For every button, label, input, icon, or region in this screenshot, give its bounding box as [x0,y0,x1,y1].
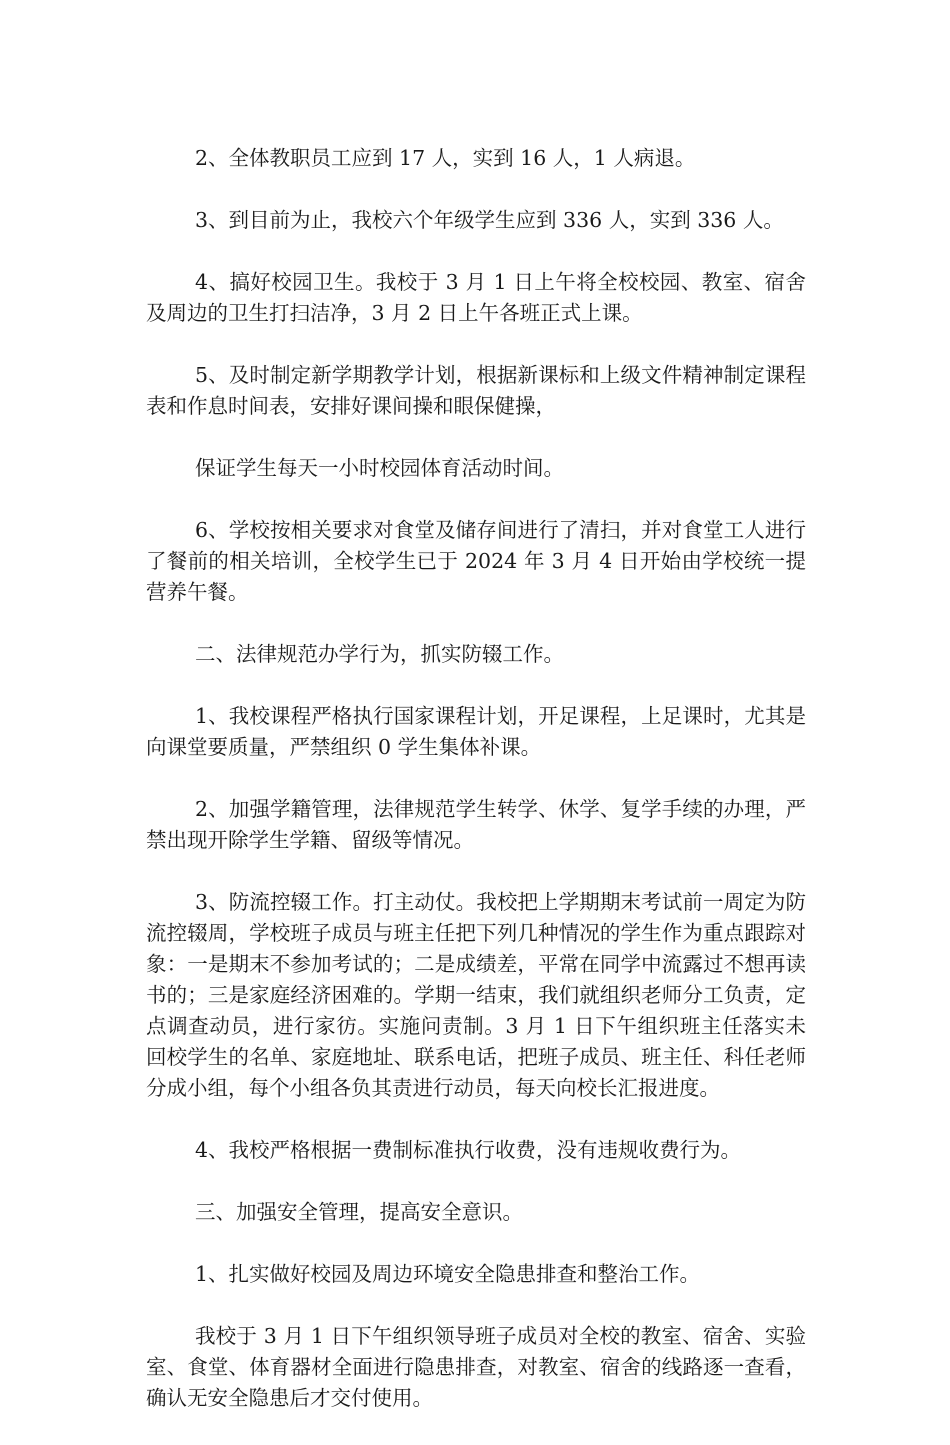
paragraph-safety-inspection: 1、扎实做好校园及周边环境安全隐患排查和整治工作。 [195,1262,701,1286]
paragraph-campus-hygiene: 4、搞好校园卫生。我校于 3 月 1 日上午将全校校园、教室、宿舍及周边的卫生打扫洁净，3 月 2 日上午各班正式上课。 [146,270,806,325]
paragraph-canteen: 6、学校按相关要求对食堂及储存间进行了清扫，并对食堂工人进行了餐前的相关培训，全校学生已于 2024 年 3 月 4 日开始由学校统一提营养午餐。 [146,518,806,604]
paragraph-pe-time: 保证学生每天一小时校园体育活动时间。 [195,456,564,480]
paragraph-staff-attendance: 2、全体教职员工应到 17 人，实到 16 人，1 人病退。 [195,146,696,170]
section-heading-3: 三、加强安全管理，提高安全意识。 [195,1200,523,1224]
paragraph-teaching-plan: 5、及时制定新学期教学计划，根据新课标和上级文件精神制定课程表和作息时间表，安排好课间操和眼保健操， [146,363,806,418]
paragraph-dropout-control: 3、防流控辍工作。打主动仗。我校把上学期期末考试前一周定为防流控辍周，学校班子成员与班主任把下列几种情况的学生作为重点跟踪对象：一是期末不参加考试的；二是成绩差，平常在同学中流露过不想再读书的；三是家庭经济困难的。学期一结束，我们就组织老师分工负责，定点调查动员，进行家彷。实施问责制。3 月 1 日下午组织班主任落实未回校学生的名单、家庭地址、联系电话，把班子成员、班主任、科任老师分成小组，每个小组各负其责进行动员，每天向校长汇报进度。 [146,890,806,1100]
paragraph-safety-details: 我校于 3 月 1 日下午组织领导班子成员对全校的教室、宿舍、实验室、食堂、体育器材全面进行隐患排查，对教室、宿舍的线路逐一查看，确认无安全隐患后才交付使用。 [146,1324,806,1410]
paragraph-student-attendance: 3、到目前为止，我校六个年级学生应到 336 人，实到 336 人。 [195,208,784,232]
paragraph-curriculum: 1、我校课程严格执行国家课程计划，开足课程，上足课时，尤其是向课堂要质量，严禁组织 0 学生集体补课。 [146,704,806,759]
paragraph-fees: 4、我校严格根据一费制标准执行收费，没有违规收费行为。 [195,1138,742,1162]
section-heading-2: 二、法律规范办学行为，抓实防辍工作。 [195,642,564,666]
paragraph-enrollment: 2、加强学籍管理，法律规范学生转学、休学、复学手续的办理，严禁出现开除学生学籍、留级等情况。 [146,797,806,852]
document-body [146,143,806,1445]
